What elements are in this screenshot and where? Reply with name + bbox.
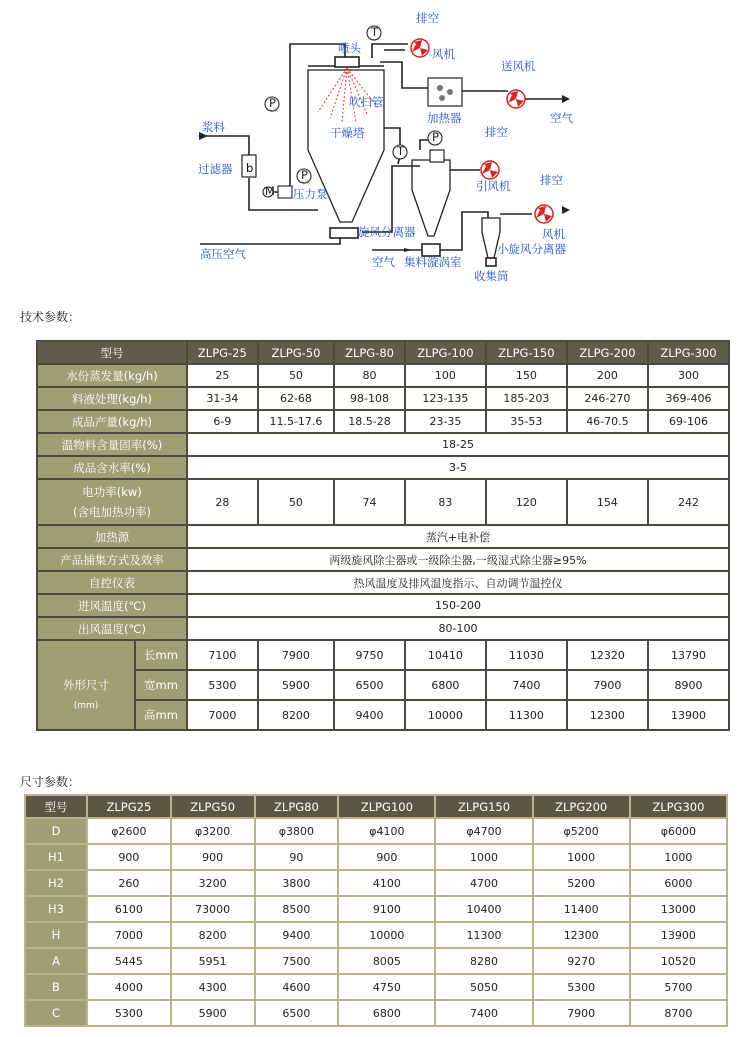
value-cell: 7500 [256,949,338,973]
model-header-cell: ZLPG25 [88,796,170,817]
table-row [38,549,728,570]
value-cell: 246-270 [568,388,647,409]
row-label: D [26,819,86,843]
value-cell: 4000 [88,975,170,999]
value-cell: 62-68 [259,388,333,409]
header-cell: 型号 [38,342,186,363]
hot-air-pipe [380,62,428,88]
label-pressure-pump: 压力泵 [293,187,328,201]
label-slurry: 浆料 [202,120,225,134]
value-cell: 11030 [487,641,566,669]
value-cell: 7000 [188,701,257,729]
value-cell: 98-108 [335,388,404,409]
table-row [38,388,728,409]
value-cell: 5300 [188,671,257,699]
model-header-cell: ZLPG-50 [259,342,333,363]
value-cell: 4300 [172,975,254,999]
value-cell: 6-9 [188,411,257,432]
value-cell: 13000 [631,897,726,921]
label-nozzle: 喷头 [338,41,361,55]
gauge-label: P [269,96,276,110]
label-collect-bin: 收集筒 [474,269,509,283]
gauge-label: T [397,144,405,158]
label-induced-fan: 引风机 [476,179,511,193]
label-air-bottom: 空气 [372,255,395,269]
value-cell: 9400 [256,923,338,947]
value-cell: 73000 [172,897,254,921]
table-row [38,641,728,669]
label-cyclone: 旋风分离器 [358,225,416,239]
value-cell: 46-70.5 [568,411,647,432]
value-cell: 7000 [88,923,170,947]
cyclone [412,160,450,236]
value-cell: 4100 [339,871,434,895]
value-cell: 80 [335,365,404,386]
value-cell: 100 [406,365,485,386]
row-label: 成品含水率(%) [38,457,186,478]
value-cell: φ4700 [436,819,531,843]
table-row [26,871,726,895]
gauge-label: T [371,25,379,39]
model-header-cell: ZLPG200 [534,796,629,817]
value-cell: 6000 [631,871,726,895]
header-cell: 型号 [26,796,86,817]
value-cell: 18.5-28 [335,411,404,432]
value-cell: 10000 [406,701,485,729]
label-collector-vortex: 集料漩涡室 [404,255,462,269]
value-cell: 120 [487,480,566,524]
header-row [38,342,728,363]
value-cell: 7900 [534,1001,629,1025]
process-diagram [0,0,756,300]
row-label [38,480,186,524]
model-header-cell: ZLPG100 [339,796,434,817]
table-row [38,457,728,478]
value-cell: 5050 [436,975,531,999]
table-row [38,701,728,729]
value-cell: 8500 [256,897,338,921]
value-cell: 6800 [339,1001,434,1025]
value-cell: 1000 [534,845,629,869]
size-row-label: 高mm [136,701,186,729]
value-cell: 1000 [436,845,531,869]
value-cell: 6500 [256,1001,338,1025]
nozzle-head [335,57,359,67]
value-cell: φ3800 [256,819,338,843]
row-label: 温物料含量固率(%) [38,434,186,455]
header-row [26,796,726,817]
label-blower: 送风机 [501,59,536,73]
value-cell: 8200 [172,923,254,947]
value-cell: 11300 [487,701,566,729]
value-cell: 10520 [631,949,726,973]
table-row [38,480,728,524]
value-cell: 154 [568,480,647,524]
value-cell: 13900 [649,701,728,729]
value-cell: 200 [568,365,647,386]
table-row [26,923,726,947]
table-row [26,897,726,921]
value-cell: 10400 [436,897,531,921]
row-label: 自控仪表 [38,572,186,593]
label-exhaust-right: 排空 [540,173,563,187]
model-header-cell: ZLPG-150 [487,342,566,363]
value-cell: 50 [259,365,333,386]
model-header-cell: ZLPG300 [631,796,726,817]
value-cell: 7900 [568,671,647,699]
value-cell: 5900 [259,671,333,699]
model-header-cell: ZLPG50 [172,796,254,817]
row-label: H3 [26,897,86,921]
table-row [38,526,728,547]
span-value-cell: 3-5 [188,457,728,478]
value-cell: 12300 [568,701,647,729]
value-cell: 4700 [436,871,531,895]
label-fan-right: 风机 [542,227,565,241]
row-label: C [26,1001,86,1025]
value-cell: 90 [256,845,338,869]
table-row [38,671,728,699]
model-header-cell: ZLPG-25 [188,342,257,363]
size-label: 外形尺寸 [63,678,109,692]
value-cell: 23-35 [406,411,485,432]
table-row [38,618,728,639]
power-sublabel: (含电加热功率) [73,505,151,519]
label-dryer-tower: 干燥塔 [330,126,365,140]
gauge-label: P [432,130,439,144]
value-cell: φ3200 [172,819,254,843]
value-cell: 6500 [335,671,404,699]
power-label: 电功率(kw) [82,485,142,499]
label-exhaust-mid: 排空 [485,125,508,139]
row-label: 进风温度(℃) [38,595,186,616]
value-cell: 242 [649,480,728,524]
dim-params-heading: 尺寸参数： [20,775,81,789]
span-value-cell: 80-100 [188,618,728,639]
value-cell: 12300 [534,923,629,947]
value-cell: 50 [259,480,333,524]
value-cell: φ4100 [339,819,434,843]
label-fan-top: 风机 [432,47,455,61]
value-cell: 4600 [256,975,338,999]
tech-params-heading: 技术参数： [20,310,81,324]
label-exhaust-top: 排空 [416,11,439,25]
row-label: 出风温度(℃) [38,618,186,639]
value-cell: 8200 [259,701,333,729]
table-row [26,819,726,843]
value-cell: φ2600 [88,819,170,843]
value-cell: 11400 [534,897,629,921]
value-cell: 7100 [188,641,257,669]
value-cell: 8005 [339,949,434,973]
value-cell: 6100 [88,897,170,921]
table-row [38,595,728,616]
row-label: H [26,923,86,947]
value-cell: φ5200 [534,819,629,843]
value-cell: 260 [88,871,170,895]
value-cell: 3800 [256,871,338,895]
table-row [38,572,728,593]
row-label: A [26,949,86,973]
span-value-cell: 两级旋风除尘器或一级除尘器,一级湿式除尘器≥95% [188,549,728,570]
size-group-label [38,641,134,729]
value-cell: 9750 [335,641,404,669]
value-cell: 13900 [631,923,726,947]
table-row [38,365,728,386]
value-cell: 5300 [534,975,629,999]
row-label: 产品捕集方式及效率 [38,549,186,570]
row-label: 成品产量(kg/h) [38,411,186,432]
size-row-label: 长mm [136,641,186,669]
value-cell: 6800 [406,671,485,699]
label-sweep-pipe: 吹扫管 [349,95,384,109]
heater-box [428,78,462,106]
model-header-cell: ZLPG-80 [335,342,404,363]
value-cell: 5300 [88,1001,170,1025]
value-cell: 8700 [631,1001,726,1025]
value-cell: φ6000 [631,819,726,843]
value-cell: 10000 [339,923,434,947]
value-cell: 185-203 [487,388,566,409]
value-cell: 13790 [649,641,728,669]
value-cell: 9270 [534,949,629,973]
row-label: 加热源 [38,526,186,547]
value-cell: 12320 [568,641,647,669]
value-cell: 9100 [339,897,434,921]
label-filter: 过滤器 [198,162,233,176]
value-cell: 900 [88,845,170,869]
label-heater: 加热器 [427,111,462,125]
model-header-cell: ZLPG-100 [406,342,485,363]
value-cell: 369-406 [649,388,728,409]
value-cell: 7900 [259,641,333,669]
value-cell: 11.5-17.6 [259,411,333,432]
row-label: H1 [26,845,86,869]
value-cell: 150 [487,365,566,386]
size-row-label: 宽mm [136,671,186,699]
table-row [26,949,726,973]
value-cell: 300 [649,365,728,386]
label-small-cyclone: 小旋风分离器 [497,242,566,256]
motor-label: M [265,184,275,198]
size-unit: (mm) [73,701,99,711]
value-cell: 31-34 [188,388,257,409]
gauge-label: P [301,168,308,182]
value-cell: 900 [172,845,254,869]
value-cell: 8280 [436,949,531,973]
value-cell: 11300 [436,923,531,947]
value-cell: 8900 [649,671,728,699]
value-cell: 28 [188,480,257,524]
row-label: B [26,975,86,999]
value-cell: 5951 [172,949,254,973]
label-air-right: 空气 [550,111,573,125]
tech-params-table [36,340,730,731]
value-cell: 7400 [436,1001,531,1025]
exhaust-pipe-top [372,44,408,58]
row-label: H2 [26,871,86,895]
label-high-pressure-air: 高压空气 [200,247,246,261]
value-cell: 4750 [339,975,434,999]
model-header-cell: ZLPG150 [436,796,531,817]
dim-params-table [24,794,728,1027]
value-cell: 5445 [88,949,170,973]
svg-text:b: b [246,161,254,175]
model-header-cell: ZLPG-300 [649,342,728,363]
span-value-cell: 150-200 [188,595,728,616]
value-cell: 1000 [631,845,726,869]
row-label: 水份蒸发量(kg/h) [38,365,186,386]
value-cell: 5200 [534,871,629,895]
table-row [26,845,726,869]
value-cell: 900 [339,845,434,869]
span-value-cell: 热风温度及排风温度指示、自动调节温控仪 [188,572,728,593]
value-cell: 5700 [631,975,726,999]
value-cell: 35-53 [487,411,566,432]
value-cell: 10410 [406,641,485,669]
value-cell: 69-106 [649,411,728,432]
value-cell: 3200 [172,871,254,895]
value-cell: 5900 [172,1001,254,1025]
table-row [38,434,728,455]
high-pressure-air-pipe [200,232,340,244]
model-header-cell: ZLPG-200 [568,342,647,363]
value-cell: 74 [335,480,404,524]
table-row [38,411,728,432]
value-cell: 25 [188,365,257,386]
table-row [26,1001,726,1025]
span-value-cell: 蒸汽+电补偿 [188,526,728,547]
value-cell: 9400 [335,701,404,729]
value-cell: 83 [406,480,485,524]
model-header-cell: ZLPG80 [256,796,338,817]
table-row [26,975,726,999]
value-cell: 7400 [487,671,566,699]
span-value-cell: 18-25 [188,434,728,455]
row-label: 料液处理(kg/h) [38,388,186,409]
value-cell: 123-135 [406,388,485,409]
